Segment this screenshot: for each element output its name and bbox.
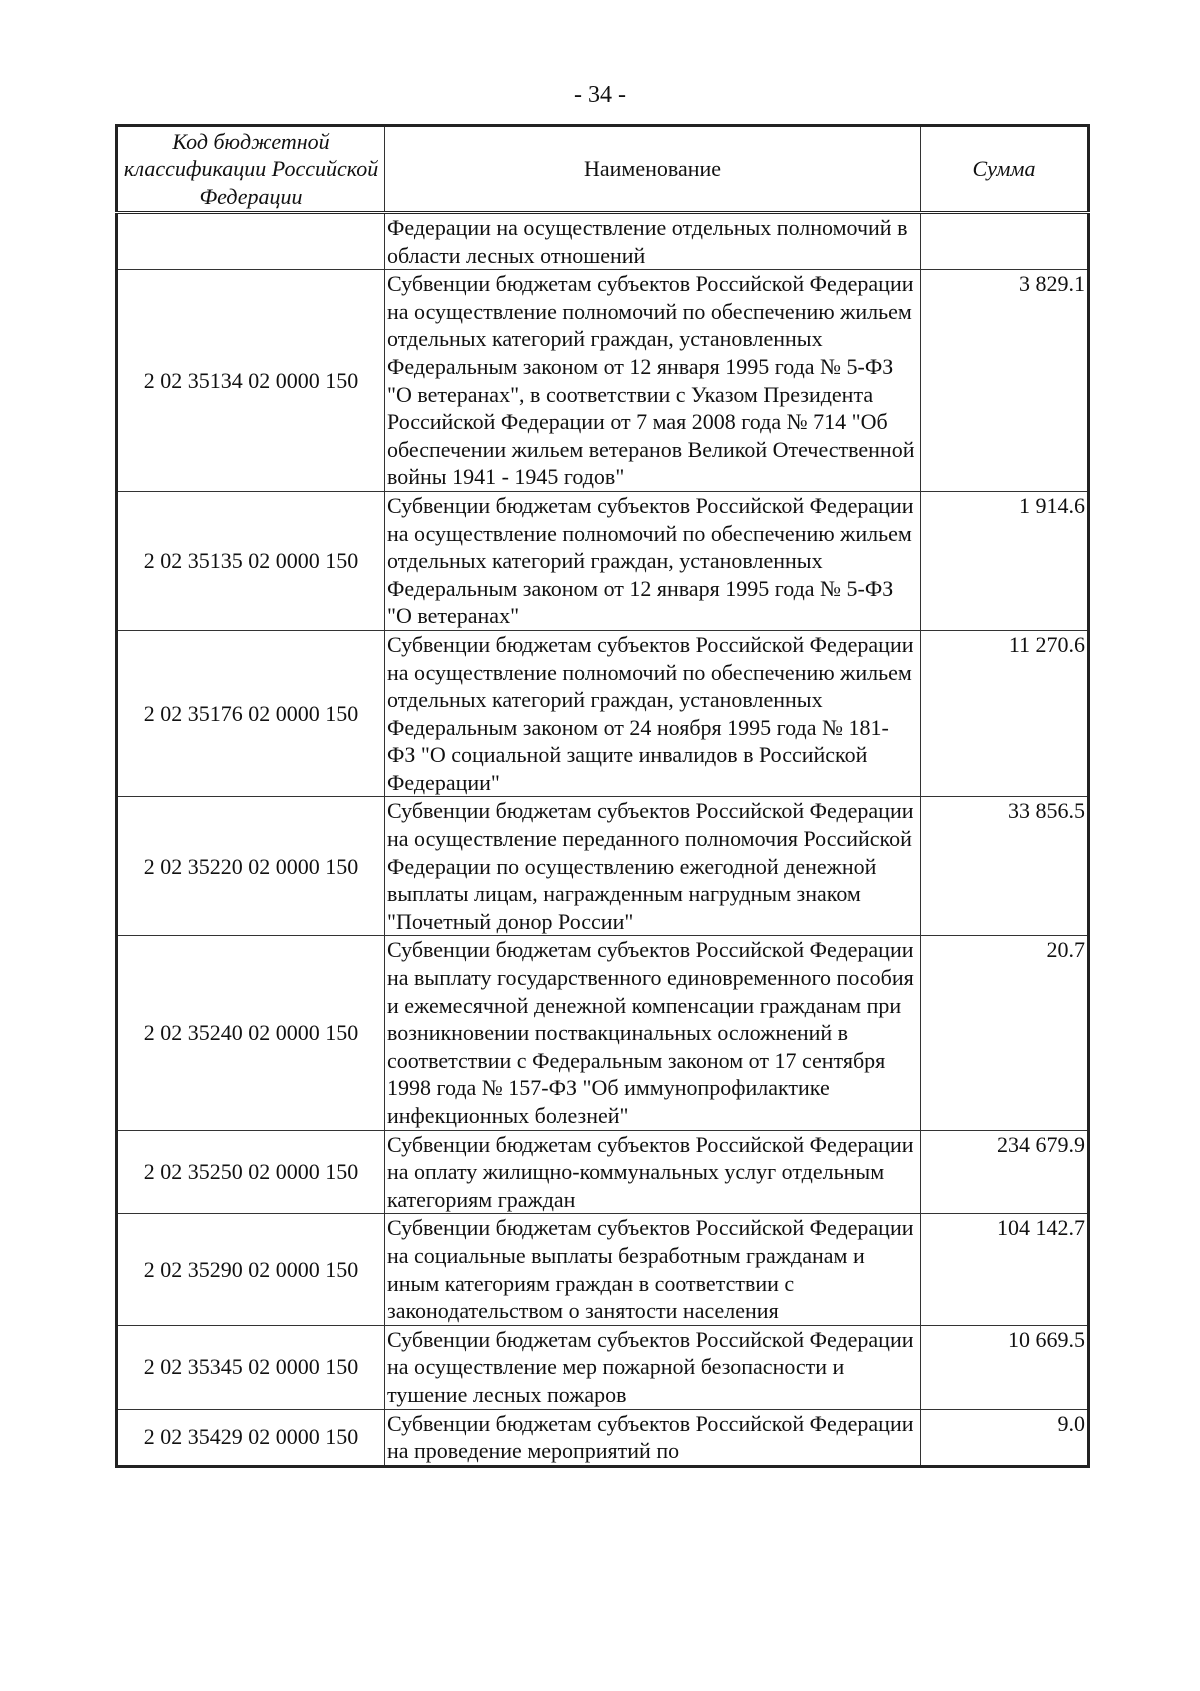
row-sum: 3 829.1 (921, 270, 1089, 492)
row-sum: 104 142.7 (921, 1214, 1089, 1325)
table-row (117, 1325, 1089, 1409)
row-code: 2 02 35134 02 0000 150 (117, 270, 385, 492)
row-name: Субвенции бюджетам субъектов Российской Федерации на осуществление полномочий по обеспечению жильем отдельных категорий граждан, установленных Федеральным законом от 24 ноября 1995 года № 181-ФЗ "О социальной защите инвалидов в Российской Федерации" (385, 630, 921, 797)
header-name: Наименование (385, 126, 921, 213)
row-name: Субвенции бюджетам субъектов Российской Федерации на осуществление мер пожарной безопасности и тушение лесных пожаров (385, 1325, 921, 1409)
row-sum: 10 669.5 (921, 1325, 1089, 1409)
table-row (117, 630, 1089, 797)
row-name: Субвенции бюджетам субъектов Российской Федерации на выплату государственного единовременного пособия и ежемесячной денежной компенсации гражданам при возникновении поствакцинальных осложнений в соответствии с Федеральным законом от 17 сентября 1998 года № 157-ФЗ "Об иммунопрофилактике инфекционных болезней" (385, 936, 921, 1130)
row-sum: 20.7 (921, 936, 1089, 1130)
header-code: Код бюджетной классификации Российской Федерации (117, 126, 385, 213)
table-row (117, 1214, 1089, 1325)
table-row (117, 1130, 1089, 1214)
row-code: 2 02 35240 02 0000 150 (117, 936, 385, 1130)
table-row (117, 1409, 1089, 1466)
row-name: Федерации на осуществление отдельных полномочий в области лесных отношений (385, 213, 921, 270)
row-name: Субвенции бюджетам субъектов Российской Федерации на осуществление полномочий по обеспечению жильем отдельных категорий граждан, установленных Федеральным законом от 12 января 1995 года № 5-ФЗ "О ветеранах", в соответствии с Указом Президента Российской Федерации от 7 мая 2008 года № 714 "Об обеспечении жильем ветеранов Великой Отечественной войны 1941 - 1945 годов" (385, 270, 921, 492)
table-row (117, 936, 1089, 1130)
row-name: Субвенции бюджетам субъектов Российской Федерации на осуществление переданного полномочия Российской Федерации по осуществлению ежегодной денежной выплаты лицам, награжденным нагрудным знаком "Почетный донор России" (385, 797, 921, 936)
page-number: - 34 - (574, 82, 626, 108)
row-code: 2 02 35290 02 0000 150 (117, 1214, 385, 1325)
table-row (117, 491, 1089, 630)
row-name: Субвенции бюджетам субъектов Российской Федерации на оплату жилищно-коммунальных услуг отдельным категориям граждан (385, 1130, 921, 1214)
budget-table (115, 124, 1090, 1468)
table-row (117, 270, 1089, 492)
table-row (117, 213, 1089, 270)
row-code: 2 02 35345 02 0000 150 (117, 1325, 385, 1409)
row-name: Субвенции бюджетам субъектов Российской Федерации на осуществление полномочий по обеспечению жильем отдельных категорий граждан, установленных Федеральным законом от 12 января 1995 года № 5-ФЗ "О ветеранах" (385, 491, 921, 630)
row-code (117, 213, 385, 270)
row-code: 2 02 35429 02 0000 150 (117, 1409, 385, 1466)
row-code: 2 02 35220 02 0000 150 (117, 797, 385, 936)
row-sum (921, 213, 1089, 270)
row-sum: 9.0 (921, 1409, 1089, 1466)
row-name: Субвенции бюджетам субъектов Российской Федерации на социальные выплаты безработным гражданам и иным категориям граждан в соответствии с законодательством о занятости населения (385, 1214, 921, 1325)
table-header-row (117, 126, 1089, 213)
row-code: 2 02 35176 02 0000 150 (117, 630, 385, 797)
row-sum: 33 856.5 (921, 797, 1089, 936)
row-name: Субвенции бюджетам субъектов Российской Федерации на проведение мероприятий по (385, 1409, 921, 1466)
row-sum: 234 679.9 (921, 1130, 1089, 1214)
row-sum: 1 914.6 (921, 491, 1089, 630)
table-row (117, 797, 1089, 936)
row-sum: 11 270.6 (921, 630, 1089, 797)
row-code: 2 02 35135 02 0000 150 (117, 491, 385, 630)
header-sum: Сумма (921, 126, 1089, 213)
row-code: 2 02 35250 02 0000 150 (117, 1130, 385, 1214)
